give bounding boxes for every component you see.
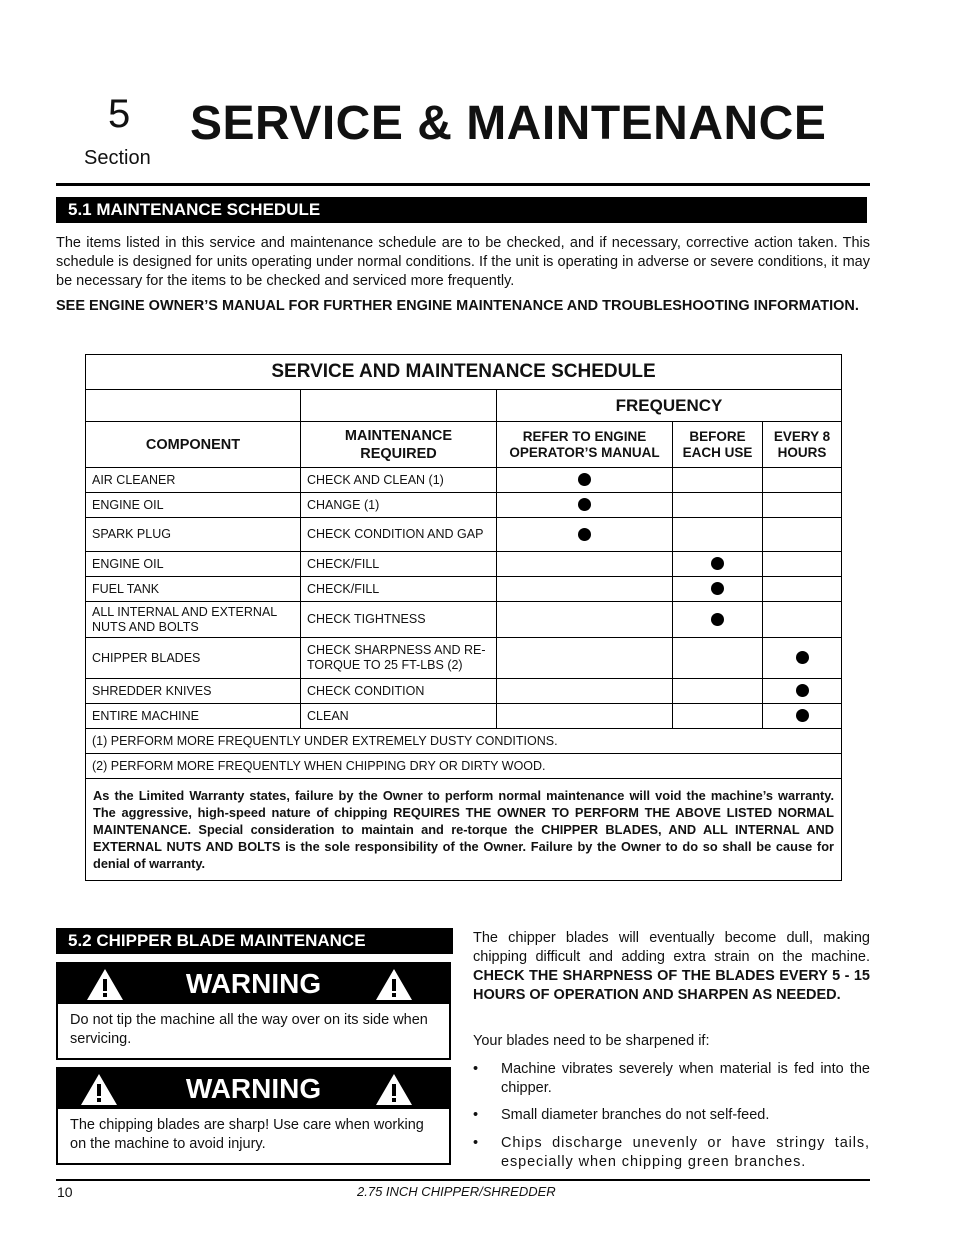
warning-triangle-icon <box>375 968 413 1001</box>
warning-box <box>56 962 451 1060</box>
column-header-before-each-use: BEFORE EACH USE <box>673 422 763 468</box>
filled-circle-icon <box>796 651 809 664</box>
section-heading-chipper-blade: 5.2 CHIPPER BLADE MAINTENANCE <box>56 928 453 954</box>
footer-title: 2.75 INCH CHIPPER/SHREDDER <box>357 1184 556 1199</box>
action-cell: CHECK/FILL <box>301 577 497 602</box>
list-item-text: Machine vibrates severely when material is fed into the chipper. <box>501 1061 870 1096</box>
component-cell: AIR CLEANER <box>86 468 301 493</box>
column-header-maintenance: MAINTENANCE REQUIRED <box>301 422 497 468</box>
every-8-hours-cell <box>763 602 842 638</box>
engine-manual-notice: SEE ENGINE OWNER’S MANUAL FOR FURTHER ENGINE MAINTENANCE AND TROUBLESHOOTING INFORMATION. <box>56 298 859 314</box>
every-8-hours-cell <box>763 704 842 729</box>
list-item-text: Small diameter branches do not self-feed. <box>501 1107 770 1123</box>
before-each-use-cell <box>673 638 763 679</box>
table-row <box>86 577 842 602</box>
table-row <box>86 602 842 638</box>
table-row <box>86 704 842 729</box>
table-footnote-2: (2) PERFORM MORE FREQUENTLY WHEN CHIPPING DRY OR DIRTY WOOD. <box>86 754 842 779</box>
every-8-hours-cell <box>763 468 842 493</box>
column-header-every-8-hours: EVERY 8 HOURS <box>763 422 842 468</box>
warning-label: WARNING <box>185 968 322 999</box>
before-each-use-cell <box>673 602 763 638</box>
empty-header-cell <box>301 390 497 422</box>
engine-manual-cell <box>497 552 673 577</box>
filled-circle-icon <box>796 709 809 722</box>
warning-header <box>58 964 449 1004</box>
table-row <box>86 638 842 679</box>
sharpen-intro: Your blades need to be sharpened if: <box>473 1033 710 1049</box>
before-each-use-cell <box>673 552 763 577</box>
section-heading-maintenance-schedule: 5.1 MAINTENANCE SCHEDULE <box>56 197 867 223</box>
engine-manual-cell <box>497 493 673 518</box>
before-each-use-cell <box>673 704 763 729</box>
list-item <box>473 1060 870 1098</box>
blade-paragraph <box>473 929 870 1005</box>
component-cell: FUEL TANK <box>86 577 301 602</box>
list-item <box>473 1134 870 1172</box>
action-cell: CHECK CONDITION AND GAP <box>301 518 497 552</box>
filled-circle-icon <box>711 613 724 626</box>
list-item-text: Chips discharge unevenly or have stringy tails, especially when chipping green branches. <box>501 1135 870 1170</box>
every-8-hours-cell <box>763 518 842 552</box>
engine-manual-cell <box>497 518 673 552</box>
warning-triangle-icon <box>86 968 124 1001</box>
bullet-icon: • <box>473 1061 479 1077</box>
filled-circle-icon <box>711 557 724 570</box>
page-number: 10 <box>57 1184 73 1200</box>
section-label: Section <box>84 147 151 169</box>
component-cell: SPARK PLUG <box>86 518 301 552</box>
intro-paragraph: The items listed in this service and maintenance schedule are to be checked, and if necessary, corrective action taken. This schedule is designed for units operating under normal conditions. If the unit is operating in adverse or severe conditions, it may be necessary for the items to be checked and serviced more frequently. <box>56 235 870 289</box>
warning-triangle-icon <box>375 1073 413 1106</box>
every-8-hours-cell <box>763 638 842 679</box>
component-cell: ALL INTERNAL AND EXTERNAL NUTS AND BOLTS <box>86 602 301 638</box>
filled-circle-icon <box>578 528 591 541</box>
engine-manual-cell <box>497 468 673 493</box>
before-each-use-cell <box>673 493 763 518</box>
action-cell: CHECK SHARPNESS AND RE-TORQUE TO 25 FT-LBS (2) <box>301 638 497 679</box>
filled-circle-icon <box>711 582 724 595</box>
maintenance-schedule-table <box>85 354 842 881</box>
action-cell: CHECK TIGHTNESS <box>301 602 497 638</box>
footer-divider <box>56 1179 870 1181</box>
filled-circle-icon <box>796 684 809 697</box>
before-each-use-cell <box>673 577 763 602</box>
every-8-hours-cell <box>763 552 842 577</box>
section-number: 5 <box>108 92 131 136</box>
warranty-notice: As the Limited Warranty states, failure by the Owner to perform normal maintenance will void the machine’s warranty. The aggressive, high-speed nature of chipping REQUIRES THE OWNER TO PERFORM THE ABOVE LISTED NORMAL MAINTENANCE. Special consideration to maintain and re-torque the CHIPPER BLADES, AND ALL INTERNAL AND EXTERNAL NUTS AND BOLTS is the sole responsibility of the Owner. Failure by the Owner to do so shall be cause for denial of warranty. <box>86 779 842 881</box>
warning-text: Do not tip the machine all the way over on its side when servicing. <box>70 1012 428 1047</box>
bullet-icon: • <box>473 1135 479 1151</box>
component-cell: ENGINE OIL <box>86 552 301 577</box>
table-row <box>86 518 842 552</box>
engine-manual-cell <box>497 679 673 704</box>
blade-sharpness-notice: CHECK THE SHARPNESS OF THE BLADES EVERY 5 - 15 HOURS OF OPERATION AND SHARPEN AS NEEDED. <box>473 968 870 1003</box>
action-cell: CLEAN <box>301 704 497 729</box>
page-title: SERVICE & MAINTENANCE <box>190 97 827 150</box>
warning-box <box>56 1067 451 1165</box>
warning-header <box>58 1069 449 1109</box>
filled-circle-icon <box>578 473 591 486</box>
bullet-icon: • <box>473 1107 479 1123</box>
engine-manual-cell <box>497 638 673 679</box>
frequency-header: FREQUENCY <box>497 390 842 422</box>
table-row <box>86 468 842 493</box>
component-cell: CHIPPER BLADES <box>86 638 301 679</box>
component-cell: SHREDDER KNIVES <box>86 679 301 704</box>
action-cell: CHECK CONDITION <box>301 679 497 704</box>
list-item <box>473 1106 870 1125</box>
table-footnote-1: (1) PERFORM MORE FREQUENTLY UNDER EXTREMELY DUSTY CONDITIONS. <box>86 729 842 754</box>
action-cell: CHANGE (1) <box>301 493 497 518</box>
component-cell: ENTIRE MACHINE <box>86 704 301 729</box>
filled-circle-icon <box>578 498 591 511</box>
column-header-component: COMPONENT <box>86 422 301 468</box>
every-8-hours-cell <box>763 493 842 518</box>
engine-manual-cell <box>497 602 673 638</box>
action-cell: CHECK AND CLEAN (1) <box>301 468 497 493</box>
warning-triangle-icon <box>80 1073 118 1106</box>
engine-manual-cell <box>497 704 673 729</box>
before-each-use-cell <box>673 518 763 552</box>
warning-label: WARNING <box>185 1073 322 1104</box>
before-each-use-cell <box>673 468 763 493</box>
table-row <box>86 679 842 704</box>
blade-paragraph-text: The chipper blades will eventually become dull, making chipping difficult and adding extra strain on the machine. <box>473 930 870 965</box>
title-divider <box>56 183 870 186</box>
every-8-hours-cell <box>763 679 842 704</box>
column-header-engine-manual: REFER TO ENGINE OPERATOR’S MANUAL <box>497 422 673 468</box>
component-cell: ENGINE OIL <box>86 493 301 518</box>
empty-header-cell <box>86 390 301 422</box>
table-row <box>86 493 842 518</box>
every-8-hours-cell <box>763 577 842 602</box>
table-row <box>86 552 842 577</box>
before-each-use-cell <box>673 679 763 704</box>
engine-manual-cell <box>497 577 673 602</box>
action-cell: CHECK/FILL <box>301 552 497 577</box>
table-title: SERVICE AND MAINTENANCE SCHEDULE <box>86 355 842 390</box>
warning-text: The chipping blades are sharp! Use care when working on the machine to avoid injury. <box>70 1117 424 1152</box>
